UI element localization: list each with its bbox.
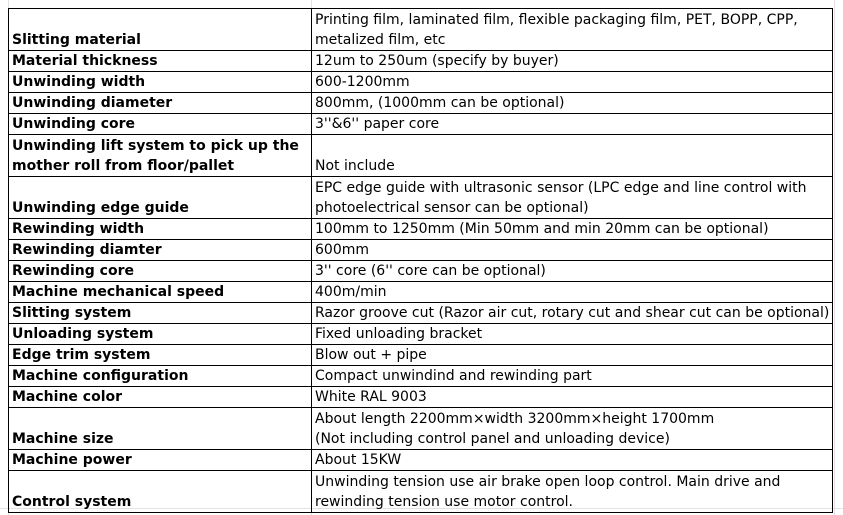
spec-label-cell[interactable]: Machine size xyxy=(9,408,312,450)
table-row xyxy=(9,303,833,324)
spec-value-cell[interactable]: 3'' core (6'' core can be optional) xyxy=(312,261,833,282)
table-row xyxy=(9,345,833,366)
spec-value-cell[interactable]: Razor groove cut (Razor air cut, rotary cut and shear cut can be optional) xyxy=(312,303,833,324)
table-row xyxy=(9,471,833,513)
table-row xyxy=(9,135,833,177)
table-row xyxy=(9,261,833,282)
spec-value-cell[interactable]: 800mm, (1000mm can be optional) xyxy=(312,93,833,114)
spec-label-cell[interactable]: Machine mechanical speed xyxy=(9,282,312,303)
spec-label-cell[interactable]: Unwinding core xyxy=(9,114,312,135)
spec-label-cell[interactable]: Unwinding lift system to pick up the mother roll from floor/pallet xyxy=(9,135,312,177)
spec-table xyxy=(8,8,833,513)
spec-value-cell[interactable]: 600-1200mm xyxy=(312,72,833,93)
table-row xyxy=(9,240,833,261)
spec-value-cell[interactable]: 3''&6'' paper core xyxy=(312,114,833,135)
table-row xyxy=(9,408,833,450)
table-row xyxy=(9,219,833,240)
spec-value-cell[interactable]: Not include xyxy=(312,135,833,177)
spec-label-cell[interactable]: Rewinding core xyxy=(9,261,312,282)
spec-label-cell[interactable]: Unwinding edge guide xyxy=(9,177,312,219)
spec-label-cell[interactable]: Slitting system xyxy=(9,303,312,324)
spec-label-cell[interactable]: Unwinding diameter xyxy=(9,93,312,114)
spec-value-cell[interactable]: 600mm xyxy=(312,240,833,261)
spec-label-cell[interactable]: Unwinding width xyxy=(9,72,312,93)
spec-value-cell[interactable]: White RAL 9003 xyxy=(312,387,833,408)
spec-value-cell[interactable]: Compact unwindind and rewinding part xyxy=(312,366,833,387)
spec-label-cell[interactable]: Edge trim system xyxy=(9,345,312,366)
spec-value-cell[interactable]: 12um to 250um (specify by buyer) xyxy=(312,51,833,72)
spec-value-cell[interactable]: About 15KW xyxy=(312,450,833,471)
table-row xyxy=(9,9,833,51)
spec-value-cell[interactable]: Fixed unloading bracket xyxy=(312,324,833,345)
spec-value-cell[interactable]: Printing film, laminated film, flexible packaging film, PET, BOPP, CPP, metalized film, etc xyxy=(312,9,833,51)
table-row xyxy=(9,450,833,471)
spec-label-cell[interactable]: Unloading system xyxy=(9,324,312,345)
table-row xyxy=(9,387,833,408)
spec-label-cell[interactable]: Material thickness xyxy=(9,51,312,72)
table-row xyxy=(9,282,833,303)
table-row xyxy=(9,51,833,72)
spec-table-body xyxy=(9,9,833,513)
spec-label-cell[interactable]: Control system xyxy=(9,471,312,513)
table-row xyxy=(9,114,833,135)
table-row xyxy=(9,93,833,114)
spec-label-cell[interactable]: Machine power xyxy=(9,450,312,471)
table-row xyxy=(9,324,833,345)
spec-value-cell[interactable]: About length 2200mm×width 3200mm×height 1700mm (Not including control panel and unloading device) xyxy=(312,408,833,450)
spec-label-cell[interactable]: Machine configuration xyxy=(9,366,312,387)
table-row xyxy=(9,366,833,387)
spec-label-cell[interactable]: Rewinding width xyxy=(9,219,312,240)
spec-value-cell[interactable]: 400m/min xyxy=(312,282,833,303)
table-row xyxy=(9,72,833,93)
spec-value-cell[interactable]: 100mm to 1250mm (Min 50mm and min 20mm can be optional) xyxy=(312,219,833,240)
spec-label-cell[interactable]: Machine color xyxy=(9,387,312,408)
spec-value-cell[interactable]: Blow out + pipe xyxy=(312,345,833,366)
spec-label-cell[interactable]: Slitting material xyxy=(9,9,312,51)
spec-value-cell[interactable]: Unwinding tension use air brake open loop control. Main drive and rewinding tension use motor control. xyxy=(312,471,833,513)
gridline xyxy=(834,0,835,515)
table-row xyxy=(9,177,833,219)
spec-value-cell[interactable]: EPC edge guide with ultrasonic sensor (LPC edge and line control with photoelectrical sensor can be optional) xyxy=(312,177,833,219)
spec-label-cell[interactable]: Rewinding diamter xyxy=(9,240,312,261)
